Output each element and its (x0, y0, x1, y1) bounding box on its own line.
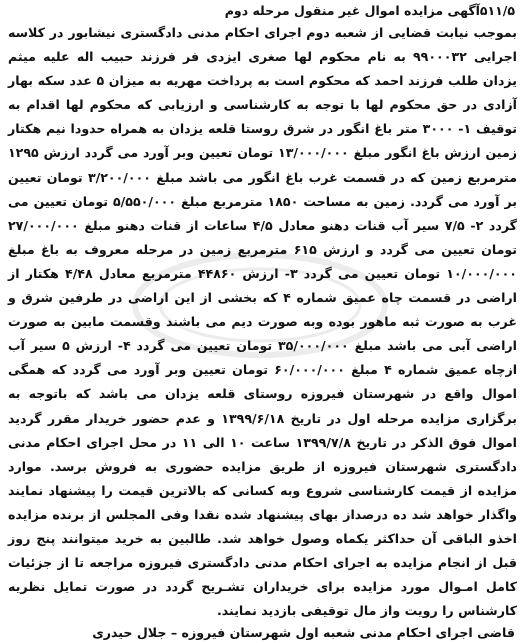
notice-body: بموجب نیابت قضایی از شعبه دوم اجرای احکام مدنی دادگستری نیشابور در کلاسه اجرایی ۹۹۰۰۰۳۲ به نام محکوم لها صغری ایزدی فر فرزند حبیب اله علیه میثم یزدان طلب فرزند احمد که محکوم است به پرداخت مهریه به میزان ۵ عدد سکه بهار آزادی در حق محکوم لها با توجه به کارشناسی و ارزیابی که محکوم لها اقدام به توقیف ۱- ۳۰۰۰ متر باغ انگور در شرق روستا قلعه یزدان به همراه حدودا نیم هکتار زمین ارزش باغ انگور مبلغ ۱۳/۰۰۰/۰۰۰ تومان تعیین وبر آورد می گردد ارزش ۱۲۹۵ مترمربع زمین که در قسمت غرب باغ انگور می باشد مبلغ ۳/۲۰۰/۰۰۰ تومان تعیین بر آورد می گردد. زمین به مساحت ۱۸۵۰ مترمربع مبلغ ۵/۵۵۰/۰۰۰ تومان تعیین می گردد ۲- ۷/۵ سیر آب قنات دهنو معادل ۴/۵ ساعات از قنات دهنو مبلغ ۲۷/۰۰۰/۰۰۰ تومان تعیین می گردد و ارزش ۶۱۵ مترمربع زمین در مرحله معروف به باغ مبلغ ۱۰/۰۰۰/۰۰۰ تومان تعیین می گردد ۳- ارزش ۴۴۸۶۰ مترمربع معادل ۴/۴۸ هکتار از اراضی در قسمت چاه عمیق شماره ۴ که بخشی از این اراضی در طرفین شرق و غرب به صورت ثبه ماهور بوده وبه صورت دیم می باشند وقسمت مابین به صورت اراضی آبی می باشد مبلغ ۳۵/۰۰۰/۰۰۰ تومان تعیین می گردد ۴- ارزش ۵ سیر آب ازچاه عمیق شماره ۴ مبلغ ۶۰/۰۰۰/۰۰۰ تومان تعیین وبر آورد می گردد که همگی اموال واقع در شهرستان فیروزه روستای قلعه یزدان می باشد که باتوجه به برگزاری مزایده مرحله اول در تاریخ ۱۳۹۹/۶/۱۸ و عدم حضور خریدار مقرر گردید اموال فوق الذکر در تاریخ ۱۳۹۹/۷/۸ ساعت ۱۰ الی ۱۱ در محل اجرای احکام مدنی دادگستری شهرستان فیروزه از طریق مزایده حضوری به فروش برسد. موارد مزایده از قیمت کارشناسی شروع وبه کسانی که بالاترین قیمت را پیشنهاد نمایند واگذار خواهد شد ده درصداز بهای پیشنهاد شده نقدا وفی المجلس از برنده مزایده اخذو الباقی آن حداکثر یکماه وصول خواهد شد. طالبین به خرید میتوانند پنج روز قبل از انجام مزایده به اجرای احکام مدنی دادگستری فیروزه مراجعه تا از جزئیات کامل امـوال مورد مزایده برای خریداران تشـریح گردد در صورت تمایل نظریه کارشناس را رویت واز مال توقیفی بازدید نمایند. (8, 25, 518, 619)
notice-signature: قاضی اجرای احکام مدنی شعبه اول شهرستان فیروزه – جلال حیدری (92, 625, 515, 641)
notice-title: ۵۱۱/۵آگهی مزایده اموال غیر منقول مرحله دوم (224, 3, 515, 18)
